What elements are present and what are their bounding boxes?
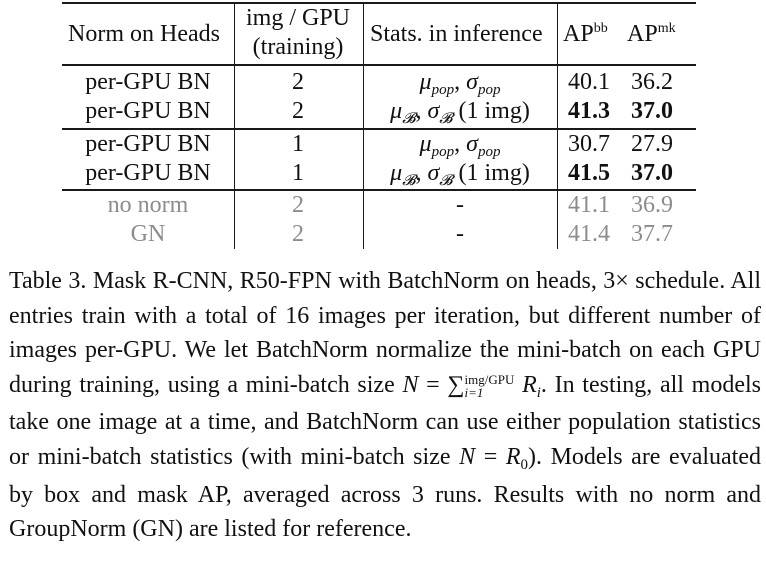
sigma-symbol: σ: [466, 131, 478, 157]
table-cell-ap-bb: 41.4: [568, 221, 610, 247]
header-ap-mk-sup: mk: [657, 21, 676, 36]
caption-formula-r: R: [522, 371, 537, 398]
table-col-divider-1: [234, 2, 235, 249]
table-cell-ap-mk: 27.9: [631, 131, 673, 157]
stats-subscript: pop: [431, 82, 455, 98]
sigma-symbol: σ: [466, 69, 478, 95]
caption-formula-sum-bottom: i=1: [464, 385, 484, 401]
table-cell-img-per-gpu: 2: [292, 221, 304, 247]
table-cell-ap-mk: 36.2: [631, 69, 673, 95]
mu-symbol: μ: [419, 69, 432, 95]
caption-formula-n: N: [402, 371, 419, 398]
header-ap-mk-base: AP: [627, 21, 658, 47]
table-cell-stats: -: [456, 192, 464, 218]
stats-separator: ,: [415, 160, 428, 186]
table-cell-norm: per-GPU BN: [85, 131, 211, 157]
header-stats-inference: Stats. in inference: [370, 21, 543, 47]
table-cell-ap-mk: 37.7: [631, 221, 673, 247]
table-col-divider-3: [557, 2, 558, 249]
table-cell-norm: GN: [130, 221, 166, 247]
table-cell-norm: per-GPU BN: [85, 98, 211, 124]
caption-formula-sum-top: img/GPU: [464, 372, 515, 388]
header-training: (training): [252, 34, 344, 60]
caption-paragraph: [9, 264, 761, 547]
stats-subscript: 𝓑: [402, 173, 416, 189]
mu-symbol: μ: [419, 131, 432, 157]
header-img-per-gpu: img / GPU: [245, 5, 351, 31]
caption-label: Table 3.: [9, 268, 87, 294]
stats-subscript: 𝓑: [402, 111, 416, 127]
stats-subscript: pop: [477, 144, 501, 160]
table-cell-img-per-gpu: 1: [292, 131, 304, 157]
header-ap-mk: [627, 20, 676, 52]
table-cell-ap-mk: 37.0: [631, 160, 673, 186]
caption-formula2-r-sub: 0: [520, 456, 528, 473]
stats-separator: ,: [454, 131, 467, 157]
header-ap-bb-base: AP: [563, 21, 594, 47]
caption-formula2-n: N: [459, 443, 476, 470]
stats-separator: ,: [454, 69, 467, 95]
stats-separator: ,: [415, 98, 428, 124]
caption-formula-r-sub: i: [536, 384, 541, 401]
stats-subscript: 𝓑: [439, 173, 453, 189]
table-cell-stats-pop: [420, 130, 501, 161]
table-cell-norm: per-GPU BN: [85, 69, 211, 95]
table-cell-ap-bb: 41.5: [568, 160, 610, 186]
table-cell-stats: -: [456, 221, 464, 247]
table-cell-ap-bb: 41.1: [568, 192, 610, 218]
table-cell-img-per-gpu: 2: [292, 69, 304, 95]
table-cell-img-per-gpu: 1: [292, 160, 304, 186]
caption-formula-eq: =: [418, 371, 448, 398]
mu-symbol: μ: [390, 98, 403, 124]
caption-text-2: . In testing, all models take one image at a time, and BatchNorm can use either population statistics or mini-batch statistics (with mini-batch size: [9, 371, 762, 470]
caption-text-1: Mask R-CNN, R50-FPN with BatchNorm on heads, 3× schedule. All entries train with a total of 16 images per iteration, but different number of images per-GPU. We let BatchNorm normalize the mini-batch on each GPU during training, using a mini-batch size: [9, 268, 761, 398]
table-cell-ap-mk: 37.0: [631, 98, 673, 124]
caption-text-3: ). Models are evaluated by box and mask AP, averaged across 3 runs. Results with no norm and GroupNorm (GN) are listed for reference.: [9, 443, 761, 543]
caption-formula-sum: ∑: [447, 371, 465, 398]
header-norm-on-heads: Norm on Heads: [68, 21, 220, 47]
caption-formula2-r: R: [505, 443, 521, 470]
table-cell-stats-pop: [420, 68, 501, 99]
table-cell-img-per-gpu: 2: [292, 192, 304, 218]
table-cell-ap-mk: 36.9: [631, 192, 673, 218]
stats-note: (1 img): [458, 98, 530, 124]
sigma-symbol: σ: [427, 98, 440, 124]
mu-symbol: μ: [390, 160, 403, 186]
stats-subscript: pop: [431, 144, 455, 160]
table-cell-ap-bb: 30.7: [568, 131, 610, 157]
table-cell-img-per-gpu: 2: [292, 98, 304, 124]
table-cell-norm: no norm: [107, 192, 189, 218]
table-cell-stats-batch: [390, 159, 530, 190]
stats-subscript: pop: [477, 82, 501, 98]
table-header-rule: [62, 64, 696, 66]
table-col-divider-2: [363, 2, 364, 249]
table-cell-ap-bb: 41.3: [568, 98, 610, 124]
table-caption: [9, 264, 761, 547]
stats-subscript: 𝓑: [439, 111, 453, 127]
table-cell-norm: per-GPU BN: [85, 160, 211, 186]
caption-formula2-eq: =: [475, 443, 506, 470]
stats-note: (1 img): [458, 160, 530, 186]
header-ap-bb-sup: bb: [593, 21, 608, 36]
table-cell-ap-bb: 40.1: [568, 69, 610, 95]
caption-formula-sum-limits: [465, 373, 515, 399]
table-top-rule: [62, 2, 696, 4]
table-cell-stats-batch: [390, 97, 530, 128]
header-ap-bb: [563, 20, 608, 52]
sigma-symbol: σ: [427, 160, 440, 186]
